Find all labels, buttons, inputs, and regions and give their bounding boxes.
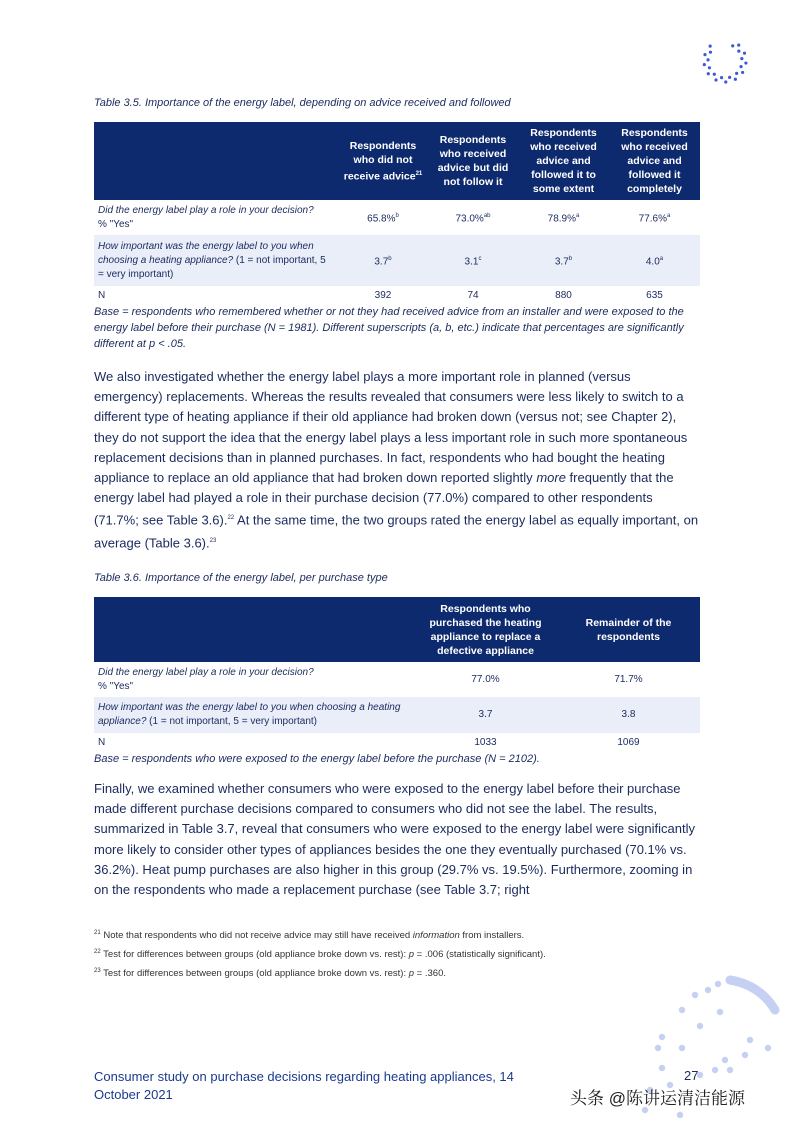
deco-dot [712, 1067, 718, 1073]
watermark: 头条 @陈讲运清洁能源 [570, 1089, 745, 1108]
logo-dot [709, 45, 712, 48]
deco-dot [692, 992, 698, 998]
table-3-5 [94, 122, 700, 306]
cell: 3.7$^b$ [518, 235, 609, 286]
logo-dot [740, 57, 743, 60]
deco-dot [697, 1023, 703, 1029]
column-header: Respondents who received advice and followed it completely [609, 122, 700, 200]
table-row [94, 662, 700, 697]
footer-title: Consumer study on purchase decisions regarding heating appliances, 14 October 2021 [94, 1069, 514, 1102]
logo-dot [739, 65, 742, 68]
logo-dot [714, 78, 717, 81]
deco-dot [677, 1112, 683, 1118]
table-row [94, 235, 700, 286]
row-label: N [98, 737, 106, 748]
logo-dot [728, 76, 731, 79]
column-header: Respondents who did not receive advice$^{21}$ [338, 122, 428, 200]
row-label: N [98, 290, 106, 301]
footnotes [94, 925, 546, 982]
logo-dot [720, 76, 723, 79]
logo-dot [741, 71, 744, 74]
deco-dot [679, 1007, 685, 1013]
deco-dot [659, 1034, 665, 1040]
cell: 77.0% [471, 673, 500, 685]
table-3-6 [94, 597, 700, 753]
logo-dot [703, 53, 706, 56]
table-3-5-caption: Table 3.5. Importance of the energy label, depending on advice received and followed [94, 97, 511, 109]
header-empty [94, 597, 414, 662]
deco-dot [679, 1045, 685, 1051]
row-label: How important was the energy label to you when choosing a heating appliance? (1 = not important, 5 = very important) [94, 697, 414, 733]
logo-icon [700, 36, 750, 86]
table-row [94, 733, 700, 753]
logo-dot [708, 66, 711, 69]
logo-dot [709, 51, 712, 54]
deco-dot [765, 1045, 771, 1051]
table-3-6-base-note: Base = respondents who were exposed to the energy label before the purchase (N = 2102). [94, 753, 540, 765]
cell: 74 [467, 290, 479, 301]
footnote: $^{22}$ Test for differences between groups (old appliance broke down vs. rest): p = .006 (statistically significant). [94, 949, 546, 961]
header-empty [94, 122, 338, 200]
logo-dot [743, 52, 746, 55]
logo-dot [731, 44, 734, 47]
column-header: Respondents who purchased the heating appliance to replace a defective appliance [414, 597, 557, 662]
cell: 392 [374, 290, 392, 301]
deco-dot [659, 1065, 665, 1071]
logo-dot [707, 72, 710, 75]
cell: 1033 [474, 737, 497, 748]
logo-dot [735, 72, 738, 75]
row-label: Did the energy label play a role in your decision? % "Yes" [98, 204, 314, 230]
row-label: Did the energy label play a role in your decision? % "Yes" [98, 666, 314, 692]
logo-dot [703, 63, 706, 66]
cell: 880 [555, 290, 572, 301]
body-paragraph: We also investigated whether the energy label plays a more important role in planned (versus emergency) replacements. Whereas the results revealed that consumers were less likely to switch to a different type of heating appliance if their old appliance had broken down (versus not; see Chapter 2), they do not support the idea that the energy label plays a less important role in such more spontaneous replacement decisions than in planned purchases. In fact, respondents who had bought the heating appliance to replace an old appliance that had broken down reported slightly more frequently that the energy label had played a role in their purchase decision (77.0%) compared to other respondents (71.7%; see Table 3.6).$^{22}$ At the same time, the two groups rated the energy label as equally important, on average (Table 3.6).$^{23}$ [94, 369, 699, 551]
table-row [94, 200, 700, 235]
row-label: How important was the energy label to you when choosing a heating appliance? (1 = not important, 5 = very important) [94, 235, 338, 286]
logo-dot [737, 50, 740, 53]
logo-dot [706, 58, 709, 61]
cell: 73.0%$^{ab}$ [455, 212, 491, 225]
cell: 635 [646, 290, 663, 301]
footnote: $^{23}$ Test for differences between groups (old appliance broke down vs. rest): p = .360. [94, 968, 446, 980]
cell: 71.7% [614, 673, 643, 685]
logo-dot [724, 80, 727, 83]
table-3-6-caption: Table 3.6. Importance of the energy label, per purchase type [94, 572, 388, 584]
column-header: Remainder of the respondents [557, 597, 700, 662]
logo-dot [713, 73, 716, 76]
deco-dot [727, 1067, 733, 1073]
deco-dot [742, 1052, 748, 1058]
cell: 78.9%$^a$ [547, 212, 580, 225]
logo-dot [744, 61, 747, 64]
body-paragraph: Finally, we examined whether consumers who were exposed to the energy label before their purchase made different purchase decisions compared to consumers who did not see the label. The results, summarized in Table 3.7, reveal that consumers who were exposed to the energy label were significantly more likely to consider other types of appliances besides the one they eventually purchased (70.1% vs. 36.2%). Heat pump purchases are also higher in this group (29.7% vs. 19.5%). Furthermore, zooming in on the respondents who made a replacement purchase (see Table 3.7; right [94, 781, 695, 898]
deco-dot [655, 1045, 661, 1051]
cell: 77.6%$^a$ [638, 212, 671, 225]
table-row [94, 697, 700, 733]
column-header: Respondents who received advice and followed it to some extent [518, 122, 609, 200]
cell: 3.8 [557, 697, 700, 733]
page-number: 27 [684, 1068, 699, 1083]
table-row [94, 286, 700, 306]
cell: 1069 [617, 737, 640, 748]
cell: 3.7$^b$ [338, 235, 428, 286]
cell: 65.8%$^b$ [367, 212, 399, 225]
deco-dot [722, 1057, 728, 1063]
cell: 3.1$^c$ [428, 235, 518, 286]
deco-dot [717, 1009, 723, 1015]
cell: 3.7 [414, 697, 557, 733]
deco-dot [715, 981, 721, 987]
deco-dot [705, 987, 711, 993]
logo-dot [734, 78, 737, 81]
logo-dot [737, 43, 740, 46]
deco-dot [747, 1037, 753, 1043]
column-header: Respondents who received advice but did not follow it [428, 122, 518, 200]
cell: 4.0$^a$ [609, 235, 700, 286]
table-3-5-base-note: Base = respondents who remembered whether or not they had received advice from an installer and were exposed to the energy label before their purchase (N = 1981). Different superscripts (a, b, etc.) indicate that percentages are significantly different at p < .05. [94, 306, 684, 350]
footnote: $^{21}$ Note that respondents who did not receive advice may still have received information from installers. [94, 930, 525, 942]
